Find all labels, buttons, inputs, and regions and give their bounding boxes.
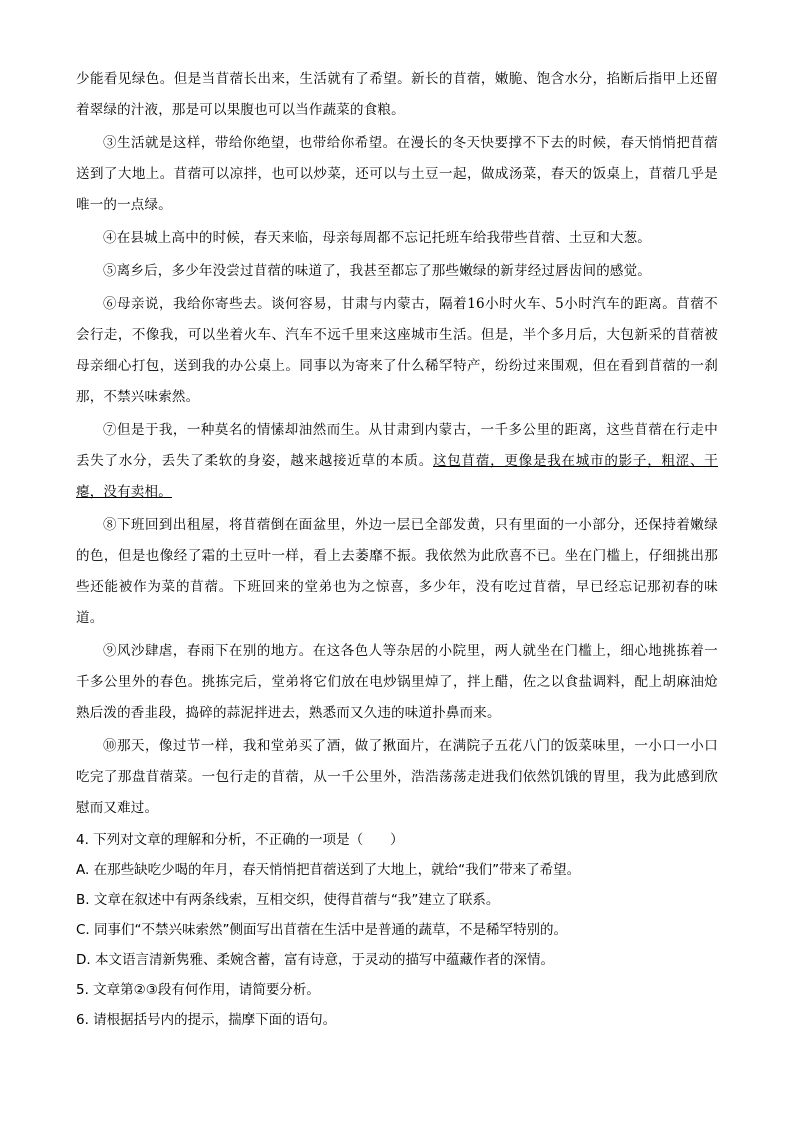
question-5: 5. 文章第②③段有何作用，请简要分析。 xyxy=(76,982,320,998)
passage-paragraph-3: ③生活就是这样，带给你绝望，也带给你希望。在漫长的冬天快要撑不下去的时候，春天悄悄把苜蓿送到了大地上。苜蓿可以凉拌，也可以炒菜，还可以与土豆一起，做成汤菜，春天的饭桌上，苜蓿几乎是唯一的一点绿。 xyxy=(76,135,718,213)
question-4-option-b: B. 文章在叙述中有两条线索，互相交织，使得苜蓿与“我”建立了联系。 xyxy=(76,892,500,908)
passage-paragraph-5: ⑤离乡后，多少年没尝过苜蓿的味道了，我甚至都忘了那些嫩绿的新芽经过唇齿间的感觉。 xyxy=(103,263,651,279)
question-4-option-a: A. 在那些缺吃少喝的年月，春天悄悄把苜蓿送到了大地上，就给“我们”带来了希望。 xyxy=(76,862,581,878)
question-4-option-c: C. 同事们“不禁兴味索然”侧面写出苜蓿在生活中是普通的蔬草，不是稀罕特别的。 xyxy=(76,922,567,938)
passage-paragraph-8: ⑧下班回到出租屋，将苜蓿倒在面盆里，外边一层已全部发黄，只有里面的一小部分，还保持着嫩绿的色，但是也像经了霜的土豆叶一样，看上去萎靡不振。我依然为此欣喜不已。坐在门槛上，仔细挑出那些还能被作为菜的苜蓿。下班回来的堂弟也为之惊喜，多少年，没有吃过苜蓿，早已经忘记那初春的味道。 xyxy=(76,517,718,626)
passage-paragraph-9: ⑨风沙肆虐，春雨下在别的地方。在这各色人等杂居的小院里，两人就坐在门槛上，细心地挑拣着一千多公里外的春色。挑拣完后，堂弟将它们放在电炒锅里焯了，拌上醋，佐之以食盐调料，配上胡麻油炝熟后泼的香韭段，捣碎的蒜泥拌进去，熟悉而又久违的味道扑鼻而来。 xyxy=(76,643,718,721)
question-4-option-d: D. 本文语言清新隽雅、柔婉含蓄，富有诗意，于灵动的描写中蕴藏作者的深情。 xyxy=(76,952,554,968)
passage-paragraph-4: ④在县城上高中的时候，春天来临，母亲每周都不忘记托班车给我带些苜蓿、土豆和大葱。 xyxy=(103,230,651,246)
passage-paragraph-intro: 少能看见绿色。但是当苜蓿长出来，生活就有了希望。新长的苜蓿，嫩脆、饱含水分，掐断后指甲上还留着翠绿的汁液，那是可以果腹也可以当作蔬菜的食粮。 xyxy=(76,71,718,118)
passage-paragraph-7 xyxy=(76,415,718,508)
underlined-sentence: 这包苜蓿，更像是我在城市的影子，粗涩、干瘪，没有卖相。 xyxy=(76,453,719,500)
document-page xyxy=(76,64,718,1036)
question-4-stem: 4. 下列对文章的理解和分析，不正确的一项是（ ） xyxy=(76,832,404,848)
passage-paragraph-7-text: ⑦但是于我，一种莫名的情愫却油然而生。从甘肃到内蒙古，一千多公里的距离，这些苜蓿在行走中丢失了水分，丢失了柔软的身姿，越来越接近草的本质。 xyxy=(76,422,718,469)
passage-paragraph-10: ⑩那天，像过节一样，我和堂弟买了酒，做了揪面片，在满院子五花八门的饭菜味里，一小口一小口吃完了那盘苜蓿菜。一包行走的苜蓿，从一千公里外，浩浩荡荡走进我们依然饥饿的胃里，我为此感到欣慰而又难过。 xyxy=(76,738,718,816)
question-6: 6. 请根据括号内的提示，揣摩下面的语句。 xyxy=(76,1012,337,1028)
passage-paragraph-6: ⑥母亲说，我给你寄些去。谈何容易，甘肃与内蒙古，隔着16小时火车、5小时汽车的距离。苜蓿不会行走，不像我，可以坐着火车、汽车不远千里来这座城市生活。但是，半个多月后，大包新采的苜蓿被母亲细心打包，送到我的办公桌上。同事以为寄来了什么稀罕特产，纷纷过来围观，但在看到苜蓿的一刹那，不禁兴味索然。 xyxy=(76,296,718,405)
